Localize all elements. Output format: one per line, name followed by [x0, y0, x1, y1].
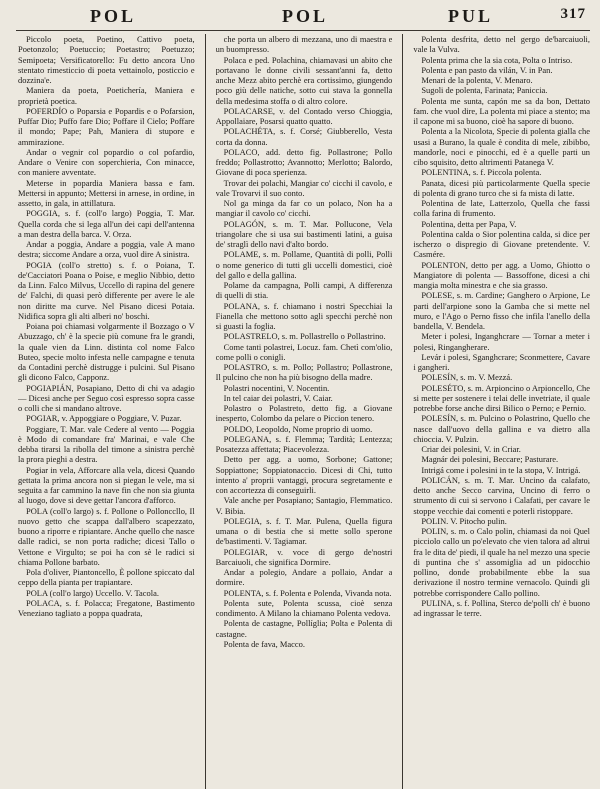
dictionary-entry: POFERDÍO o Poparsia e Popardis e o Pofarsion, Puffar Dio; Puffo fare Dio; Poffare il Cielo; Poffare il mondo; Pape; Pah, Maniera di stupore e ammirazione.	[18, 105, 195, 147]
column-middle	[216, 34, 393, 789]
dictionary-entry: POLESÍN, s. m. V. Mezzá.	[421, 372, 513, 383]
dictionary-entry: POLAGÓN, s. m. T. Mar. Pollucone, Vela triangolare che si usa sui bastimenti latini, a guisa de' straglì dello navi d'alto bordo.	[215, 218, 393, 249]
dictionary-entry: Maniera da poeta, Poetichería, Maniera e proprietà poetica.	[18, 85, 195, 106]
dictionary-entry: POLESÉTO, s. m. Arpioncino o Arpioncello, Che si mette per sostenere i telai delle invetriate, il quale potrebbe forse anche dirsi Bilico o Perno; e Pernio.	[413, 382, 591, 413]
dictionary-entry: POLASTRO, s. m. Pollo; Pollastro; Pollastrone, Il pulcino che non ha più bisogno della madre.	[215, 362, 393, 383]
dictionary-entry: POGIAR, v. Appoggiare o Poggiare, V. Puzar.	[26, 413, 182, 424]
dictionary-entry: Polenta de fava, Macco.	[223, 638, 305, 649]
dictionary-entry: Trovar dei polachi, Mangiar co' cicchi il cavolo, e vale Trovarvi il suo conto.	[215, 177, 393, 198]
dictionary-entry: Poggiare, T. Mar. vale Cedere al vento — Poggia è Modo di comandare fra' Marinai, e vale Che debba tirarsi la ribolla del timone a sinistra perchè la prora pieghi a destra.	[18, 423, 195, 465]
dictionary-entry: Menari de la polenta, V. Menaro.	[421, 75, 533, 85]
dictionary-entry: POLICÁN, s. m. T. Mar. Uncino da calafato, detto anche Secco carvina, Uncino di ferro o strumento di cui si servono i Calafati, per cavare le stoppe vecchie dai comenti e poterli ristoppare.	[413, 474, 591, 516]
dictionary-entry: Polenta a la Nicolota, Specie di polenta gialla che usasi a Burano, la quale è condita di mele, zibibbo, mandorle, noci e pinocchi, ed è a quelle parti un cibo squisito, detto altrimenti Patanega V.	[413, 126, 591, 167]
dictionary-entry: Magnár dei polesini, Beccare; Pasturare.	[421, 454, 559, 465]
dictionary-entry: POLESE, s. m. Cardine; Ganghero o Arpione, Le parti dell'arpione sono la Gamba che si mette nel muro, e l'Ago o Perno fisso che infila l'anello della bandella, V. Bendela.	[413, 290, 591, 331]
dictionary-entry: POLIN. V. Pitocho pulin.	[421, 515, 507, 526]
column-right	[413, 34, 590, 789]
dictionary-entry: Polenta me sunta, capón me sa da bon, Dettato fam. che vuol dire, La polenta mi piace a stento; ma il capone mi sa buono, cioè ha sapore di buono.	[413, 95, 591, 126]
dictionary-entry: Polentina de late, Latterzolo, Quella che fassi colla farina di frumento.	[413, 198, 591, 219]
dictionary-entry: Polenta prima che la sia cota, Polta o Intriso.	[421, 54, 573, 65]
dictionary-entry: POLA (coll'o largo) s. f. Pollone o Pollonccllo, Il nuovo getto che scappa dall'albero scapezzato, buono a riporre e ripiantare. Anche quello che nasce dalle radici, se non porta radiche; dicesi Tallo o Vettone e Virgulto; se poi ha con sè le radici si chiama Pollone barbato.	[18, 505, 195, 567]
dictionary-entry: POLASTRELO, s. m. Pollastrello o Pollastrino.	[223, 331, 386, 342]
dictionary-entry: Meter i polesi, Inganghcrare — Tornar a meter i polesi, Ringangherare.	[413, 331, 591, 352]
dictionary-entry: Poiana poi chiamasi volgarmente il Bozzago o V Abuzzago, ch' è la specie più comune fra le grandi, la quale vien da Linn. distinta col nome Falco Buteo, specie molto infesta nelle campagne e tenuta da Contadini perchè distrugge i pulcini. Sul Pisano gli dicono Falco, Capponz.	[18, 321, 195, 383]
dictionary-entry: Polentina, detta per Papa, V.	[421, 218, 517, 229]
column-divider	[402, 34, 403, 789]
dictionary-entry: POLEGIAR, v. voce di gergo de'nostri Barcaiuoli, che significa Dormire.	[215, 546, 393, 567]
header-rule	[16, 30, 590, 31]
dictionary-entry: Polentina calda o Sior polentina calda, si dice per ischerzo o dispregio di Giovane pretendente. V. Casmére.	[413, 228, 591, 260]
dictionary-entry: Andar a poggia, Andare a poggia, vale A mano destra; siccome Andare a orza, vuol dire A sinistra.	[18, 239, 195, 260]
dictionary-entry: In tel caiar dei polastri, V. Caiar.	[223, 392, 333, 403]
dictionary-entry: POLACARSE, v. del Contado verso Chioggia, Appollaiare, Posarsi quatto quatto.	[215, 105, 393, 126]
dictionary-entry: Nol ga minga da far co un polaco, Non ha a mangiar il cavolo co' cicchi.	[215, 198, 393, 219]
dictionary-entry: POLENTA, s. f. Polenta e Polenda, Vivanda nota.	[223, 587, 392, 598]
dictionary-entry: POLENTON, detto per agg. a Uomo, Ghiotto o Mangiatore di polenta — Bassoffone, dicesi a chi mangia molta minestra e che sia grasso.	[413, 259, 591, 290]
dictionary-entry: Polenta sute, Polenta scussa, cioè senza condimento. A Milano la chiamano Polenta vedova.	[215, 597, 393, 618]
dictionary-entry: Piccolo poeta, Poetino, Cattivo poeta, Poetonzolo; Poetuccio; Poetastro; Poetuzzo; Semipoeta; Versificatorello: Fu detto ancora Uno stentato rimesticcio di poeta vettainolo, posticcio e dozzina'e.	[18, 34, 195, 85]
dictionary-entry: Polenta desfrita, detto nel gergo de'barcaiuoli, vale la Vulva.	[413, 34, 591, 55]
dictionary-entry: POLESÍN, s. m. Pulcino o Polastrino, Quello che nasce dall'uovo della gallina e va dietro alla chioccia. V. Pulzin.	[413, 413, 591, 444]
dictionary-entry: Vale anche per Posapiano; Santagio, Flemmatico. V. Bibia.	[215, 495, 393, 516]
header-left-keyword: POL	[90, 6, 137, 26]
dictionary-entry: POLDO, Leopoldo, Nome proprio di uomo.	[223, 423, 373, 434]
column-divider	[205, 34, 206, 789]
dictionary-entry: POLENTINA, s. f. Piccola polenta.	[421, 167, 542, 178]
dictionary-entry: Pogiar in vela, Afforcare alla vela, dicesi Quando gettata la prima ancora non si piegan le vele, ma si seguita a far cammino la nave fin che non sia giunta al luogo, dove si deve gettar l'ancora d'afforco.	[18, 464, 195, 506]
dictionary-entry: Polame da campagna, Polli campi, A differenza di quelli di stia.	[215, 280, 393, 301]
dictionary-entry: Levár i polesi, Sganghcrare; Sconmettere, Cavare i gangheri.	[413, 351, 591, 372]
dictionary-entry: Panata, dicesi più particolarmente Quella specie di polenta di grano turco che si fa mista di latte.	[413, 177, 591, 198]
dictionary-entry: Polastro o Polastreto, detto fig. a Giovane inesperto, Colombo da pelare o Piccion tenero.	[215, 403, 393, 424]
dictionary-entry: Come tanti polastrei, Locuz. fam. Chetì com'olio, come polli o conigli.	[215, 341, 393, 362]
header-right-keyword: PUL	[448, 6, 493, 26]
dictionary-entry: Detto per agg. a uomo, Sorbone; Gattone; Soppiattone; Soppiatonaccio. Dicesi di Chi, tutto intento a' proprii vantaggi, procura segretamente e con accortezza di conseguirli.	[215, 454, 393, 495]
dictionary-entry: POLEGANA, s. f. Flemma; Tardità; Lentezza; Posatezza affettata; Piacevolezza.	[215, 433, 393, 454]
dictionary-entry: Polenta de castagne, Pollíglia; Polta e Polenta di castagne.	[215, 618, 393, 639]
dictionary-entry: Intrigá come i polesini in te la stopa, V. Intrigá.	[421, 464, 581, 475]
dictionary-entry: Polenta e pan pasto da vilán, V. in Pan.	[421, 64, 553, 75]
dictionary-entry: POLANA, s. f. chiamano i nostri Specchiai la Fianella che mettono sotto agli specchi perchè non si guasti la foglia.	[215, 300, 393, 331]
dictionary-entry: POLA (coll'o largo) Uccello. V. Tacola.	[26, 587, 159, 598]
dictionary-entry: Criar dei polesini, V. in Criar.	[421, 444, 521, 454]
dictionary-entry: Andar a polegio, Andare a pollaio, Andar a dormire.	[215, 567, 393, 588]
page-number: 317	[560, 6, 586, 22]
dictionary-entry: Meterse in popardia Maniera bassa e fam. Mettersi in appunto; Mettersi in arnese, in ordine, in assetto, in gala, in attillatura.	[18, 177, 195, 208]
dictionary-entry: POLEGIA, s. f. T. Mar. Pulena, Quella figura umana o di bestia che si mette sollo sperone de'bastimenti. V. Tagiamar.	[215, 515, 393, 547]
dictionary-entry: Pola d'oliver, Piantoncello, È pollone spiccato dal ceppo della pianta per trapiantare.	[18, 567, 195, 588]
dictionary-entry: Polastri nocentini, V. Nocentin.	[223, 382, 330, 393]
dictionary-entry: POGIA (coll'o stretto) s. f. o Poiana, T. de'Cacciatori Poana o Poise, e meglio Nibbio, detto da Linn. Falco Milvus, Uccello di rapina del genere de' Falchi, di quasi però differente per avere le ale non diritte ma curve. Nel Pisano dicesi Potaia. Nidifica sopra gli alti alberi no' boschi.	[18, 259, 195, 321]
dictionary-entry: Andar o vegnir col popardio o col pofardio, Andare o Venire con soperchieria, Con minacce, con maniere avventate.	[18, 146, 195, 178]
header-center-keyword: POL	[282, 6, 329, 26]
dictionary-entry: che porta un albero di mezzana, uno di maestra e un buompresso.	[215, 34, 393, 55]
dictionary-entry: POLIN, s. m. o Calo polin, chiamasi da noi Quel picciolo callo un po'elevato che vien talora ad altrui fra le dita de' piedi, il quale ha nel mezzo una specie di puntina che s' assomiglia ad un pidocchio pollino, donde probabilmente ebbe la sua derivazione il nostro termine vernacolo. Quindi gli potrebbe corrispondere Callo pollino.	[413, 526, 591, 598]
column-left	[18, 34, 195, 789]
dictionary-entry: POLACA, s. f. Polacca; Fregatone, Bastimento Veneziano tagliato a poppa quadrata,	[18, 597, 195, 618]
dictionary-entry: PULINA, s. f. Pollina, Sterco de'polli ch' è buono ad ingrassar le terre.	[413, 597, 591, 618]
dictionary-entry: POLAME, s. m. Pollame, Quantità di polli, Polli o nome generico di tutti gli uccelli domestici, cioè del gallo e della gallina.	[215, 249, 393, 280]
dictionary-entry: POGIAPIÁN, Posapiano, Detto di chi va adagio — Dicesi anche per Seguo così espresso sopra casse o colli che si mandano altrove.	[18, 382, 195, 413]
dictionary-entry: POLACO, add. detto fig. Pollastrone; Pollo freddo; Pollastrotto; Avannotto; Merlotto; Balordo, Giovane di poca sperienza.	[215, 146, 393, 178]
dictionary-entry: POGGIA, s. f. (coll'o largo) Poggia, T. Mar. Quella corda che si lega all'un dei capi dell'antenna a man destra della barca. V. Orza.	[18, 208, 195, 239]
page-header	[0, 6, 600, 26]
dictionary-entry: Polaca e ped. Polachina, chiamavasi un abito che portavano le donne civili sessant'anni fa, detto anche Mezz abito perchè era cortissimo, giungendo poco giù delle natiche, sotto cui stava la gonnella della medesima stoffa o di altro colore.	[215, 54, 393, 106]
text-columns	[18, 34, 590, 789]
dictionary-entry: Sugoli de polenta, Farinata; Paniccia.	[421, 85, 548, 96]
dictionary-entry: POLACHÉTA, s. f. Corsé; Giubberello, Vesta corta da donna.	[215, 126, 393, 147]
